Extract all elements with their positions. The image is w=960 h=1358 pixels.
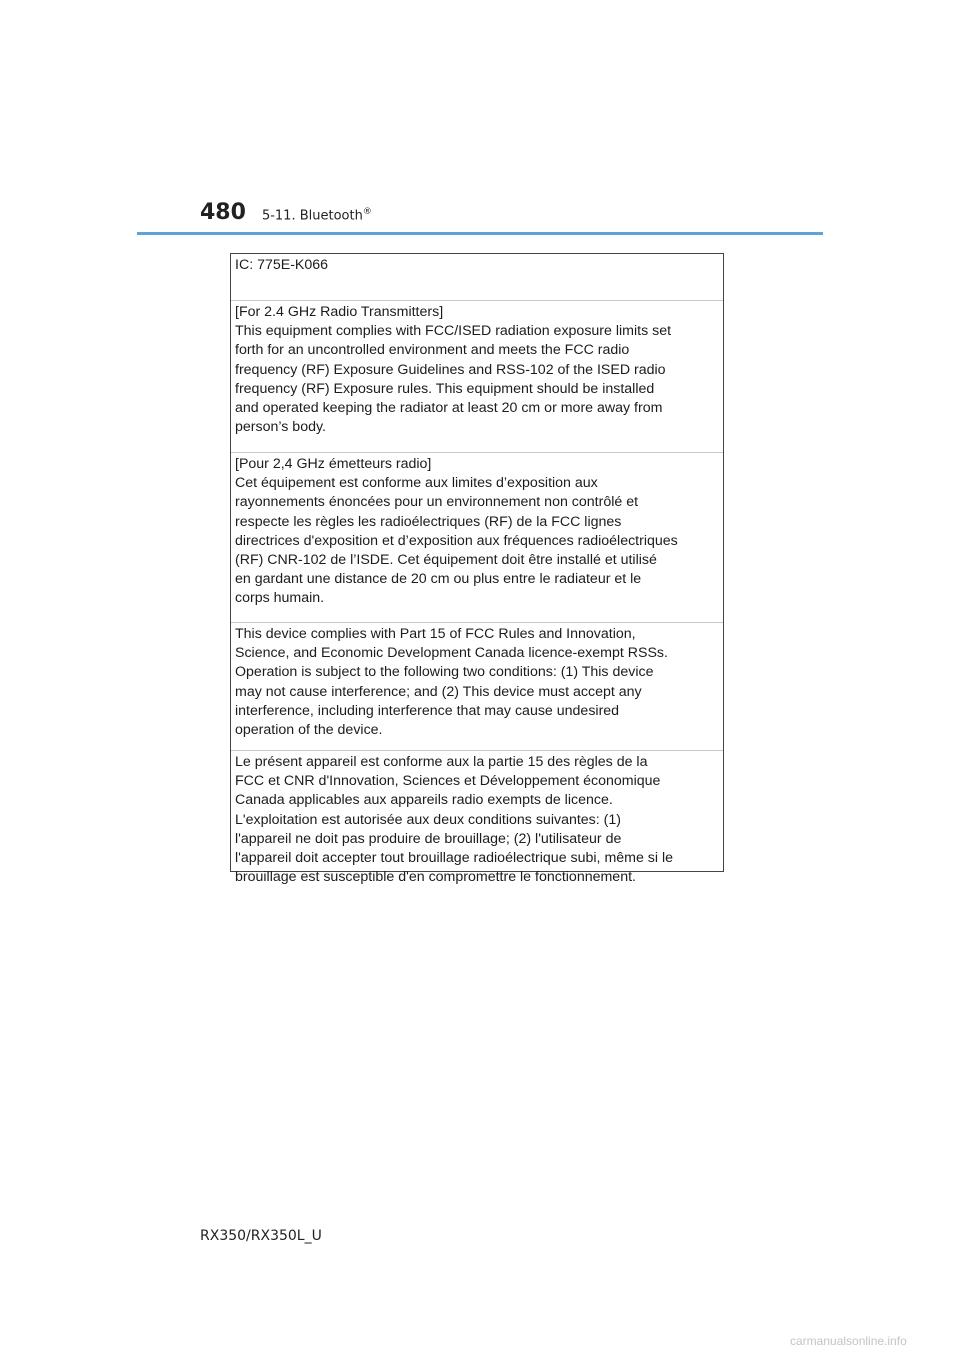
text-line: person’s body. (235, 419, 326, 436)
text-line: Le présent appareil est conforme aux la partie 15 des règles de la (235, 754, 648, 770)
text-line: respecte les règles les radioélectriques (RF) de la FCC lignes (235, 513, 622, 530)
ic-number-section (231, 254, 723, 301)
text-line: FCC et CNR d'Innovation, Sciences et Développement économique (235, 773, 661, 790)
text-line: [Pour 2,4 GHz émetteurs radio] (235, 456, 432, 472)
text-line: rayonnements énoncées pour un environnement non contrôlé et (235, 494, 639, 511)
text-line: forth for an uncontrolled environment and meets the FCC radio (235, 342, 630, 359)
en-part15-section (231, 623, 723, 751)
text-line: Science, and Economic Development Canada licence-exempt RSSs. (235, 645, 668, 662)
text-line: en gardant une distance de 20 cm ou plus entre le radiateur et le (235, 571, 642, 588)
text-line: [For 2.4 GHz Radio Transmitters] (235, 304, 444, 320)
text-line: This device complies with Part 15 of FCC Rules and Innovation, (235, 626, 636, 642)
text-line: Canada applicables aux appareils radio exempts de licence. (235, 792, 613, 809)
page-header (200, 200, 372, 225)
section-title (262, 207, 372, 223)
text-line: l'appareil ne doit pas produire de brouillage; (2) l'utilisateur de (235, 830, 622, 847)
text-line: operation of the device. (235, 722, 383, 739)
fr-radio-exposure-section (231, 453, 723, 623)
text-line: (RF) CNR-102 de l’ISDE. Cet équipement doit être installé et utilisé (235, 552, 657, 569)
registered-mark: ® (362, 206, 372, 217)
text-line: l'appareil doit accepter tout brouillage radioélectrique subi, même si le (235, 850, 674, 867)
text-line: directrices d'exposition et d’exposition aux fréquences radioélectriques (235, 532, 678, 549)
text-line: brouillage est susceptible d'en compromettre le fonctionnement. (235, 869, 636, 886)
regulatory-notice-box (230, 253, 724, 886)
text-line: may not cause interference; and (2) This device must accept any (235, 683, 642, 700)
fr-part15-section (231, 751, 723, 891)
site-watermark: carmanualsonline.info (790, 1334, 907, 1348)
text-line: Operation is subject to the following two conditions: (1) This device (235, 664, 654, 681)
text-line: and operated keeping the radiator at least 20 cm or more away from (235, 400, 663, 417)
text-line: frequency (RF) Exposure rules. This equipment should be installed (235, 380, 655, 397)
text-line: Cet équipement est conforme aux limites d’exposition aux (235, 475, 598, 492)
text-line: interference, including interference that may cause undesired (235, 702, 620, 719)
page-number: 480 (200, 200, 246, 225)
section-title-text: 5-11. Bluetooth (261, 208, 363, 223)
header-rule (137, 232, 823, 235)
ic-number: IC: 775E-K066 (235, 257, 329, 273)
text-line: L'exploitation est autorisée aux deux conditions suivantes: (1) (235, 811, 621, 828)
en-radio-exposure-section (231, 301, 723, 453)
model-footer: RX350/RX350L_U (200, 1228, 322, 1244)
text-line: This equipment complies with FCC/ISED radiation exposure limits set (235, 323, 672, 340)
text-line: frequency (RF) Exposure Guidelines and RSS-102 of the ISED radio (235, 361, 666, 378)
text-line: corps humain. (235, 590, 325, 607)
